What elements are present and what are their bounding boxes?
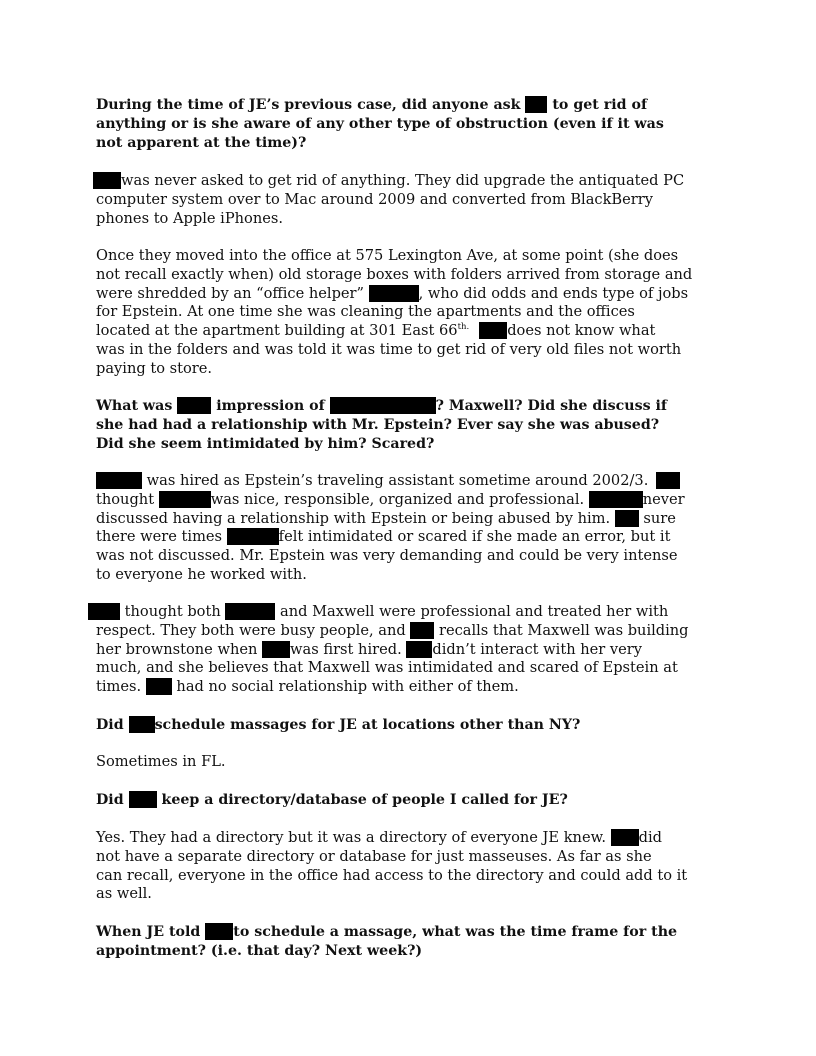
text-line: anything or is she aware of any other type of obstruction (even if it was xyxy=(96,115,664,132)
redaction-box xyxy=(369,285,419,302)
redaction-box xyxy=(656,472,680,489)
redaction-box xyxy=(88,603,120,620)
text-line: Did keep a directory/database of people I called for JE? xyxy=(96,792,568,808)
text-line: not recall exactly when) old storage boxes with folders arrived from storage and xyxy=(96,265,693,283)
question-impression xyxy=(96,397,724,453)
redaction-box xyxy=(129,791,157,808)
text-line: was hired as Epstein’s traveling assistant sometime around 2002/3. xyxy=(96,472,724,491)
question-obstruction xyxy=(96,96,724,152)
redaction-box xyxy=(615,510,639,527)
text-line: as well. xyxy=(96,885,152,903)
text-line: Sometimes in FL. xyxy=(96,753,226,770)
text-line: can recall, everyone in the office had access to the directory and could add to it xyxy=(96,866,688,884)
text-line: During the time of JE’s previous case, did anyone ask to get rid of xyxy=(96,97,648,113)
redaction-box xyxy=(146,678,172,695)
redaction-box xyxy=(479,322,507,339)
text-line: appointment? (i.e. that day? Next week?) xyxy=(96,942,423,959)
text-line: times. had no social relationship with either of them. xyxy=(96,678,519,696)
text-line: Yes. They had a directory but it was a directory of everyone JE knew. did xyxy=(96,829,662,846)
text-line: for Epstein. At one time she was cleaning the apartments and the offices xyxy=(96,303,635,321)
text-line: there were times felt intimidated or scared if she made an error, but it xyxy=(96,528,671,546)
text-line: her brownstone when was first hired. didn’t interact with her very xyxy=(96,640,642,658)
text-line: she had had a relationship with Mr. Epstein? Ever say she was abused? xyxy=(96,416,660,433)
text-line: thought was nice, responsible, organized and professional. never xyxy=(96,490,685,508)
text-line: was in the folders and was told it was time to get rid of very old files not worth xyxy=(96,340,682,358)
text-line: was never asked to get rid of anything. They did upgrade the antiquated PC xyxy=(93,172,721,191)
text-line: not apparent at the time)? xyxy=(96,134,307,151)
answer-directory xyxy=(96,829,724,904)
text-line: to everyone he worked with. xyxy=(96,565,307,583)
redaction-box xyxy=(410,622,434,639)
text-line: was not discussed. Mr. Epstein was very demanding and could be very intense xyxy=(96,547,678,565)
answer-traveling-assistant xyxy=(96,472,724,585)
text-line: discussed having a relationship with Epstein or being abused by him. sure xyxy=(96,509,676,527)
text-line: Once they moved into the office at 575 Lexington Ave, at some point (she does xyxy=(96,247,679,264)
text-line: thought both and Maxwell were professional and treated her with xyxy=(88,603,716,622)
redaction-box xyxy=(611,829,639,846)
redaction-box xyxy=(96,472,142,489)
answer-maxwell xyxy=(88,603,716,697)
text-line: Did schedule massages for JE at locations other than NY? xyxy=(96,717,581,733)
redaction-box xyxy=(589,491,643,508)
answer-massage-locations xyxy=(96,753,724,772)
text-line: Did she seem intimidated by him? Scared? xyxy=(96,435,435,452)
redaction-box xyxy=(330,397,436,414)
text-line: When JE told to schedule a massage, what was the time frame for the xyxy=(96,924,678,940)
text-line: computer system over to Mac around 2009 and converted from BlackBerry xyxy=(96,190,653,208)
text-line: What was impression of ? Maxwell? Did she discuss if xyxy=(96,398,667,414)
redaction-box xyxy=(262,641,290,658)
answer-storage-boxes xyxy=(96,247,724,379)
redaction-box xyxy=(225,603,275,620)
text-line: phones to Apple iPhones. xyxy=(96,209,283,227)
redaction-box xyxy=(406,641,432,658)
redaction-box xyxy=(227,528,279,545)
redaction-box xyxy=(177,397,211,414)
redaction-box xyxy=(93,172,121,189)
redaction-box xyxy=(129,716,155,733)
text-line: not have a separate directory or database for just masseuses. As far as she xyxy=(96,847,652,865)
text-line: much, and she believes that Maxwell was intimidated and scared of Epstein at xyxy=(96,659,678,677)
redaction-box xyxy=(159,491,211,508)
text-line: were shredded by an “office helper” , who did odds and ends type of jobs xyxy=(96,284,689,302)
text-line: paying to store. xyxy=(96,359,213,377)
question-time-frame xyxy=(96,923,724,961)
redaction-box xyxy=(525,96,547,113)
answer-obstruction xyxy=(93,172,721,228)
question-massage-locations xyxy=(96,716,724,735)
text-line: respect. They both were busy people, and recalls that Maxwell was building xyxy=(96,621,689,639)
redaction-box xyxy=(205,923,233,940)
text-line: located at the apartment building at 301 East $66^{th.}$ does not know what xyxy=(96,322,656,340)
question-directory xyxy=(96,791,724,810)
